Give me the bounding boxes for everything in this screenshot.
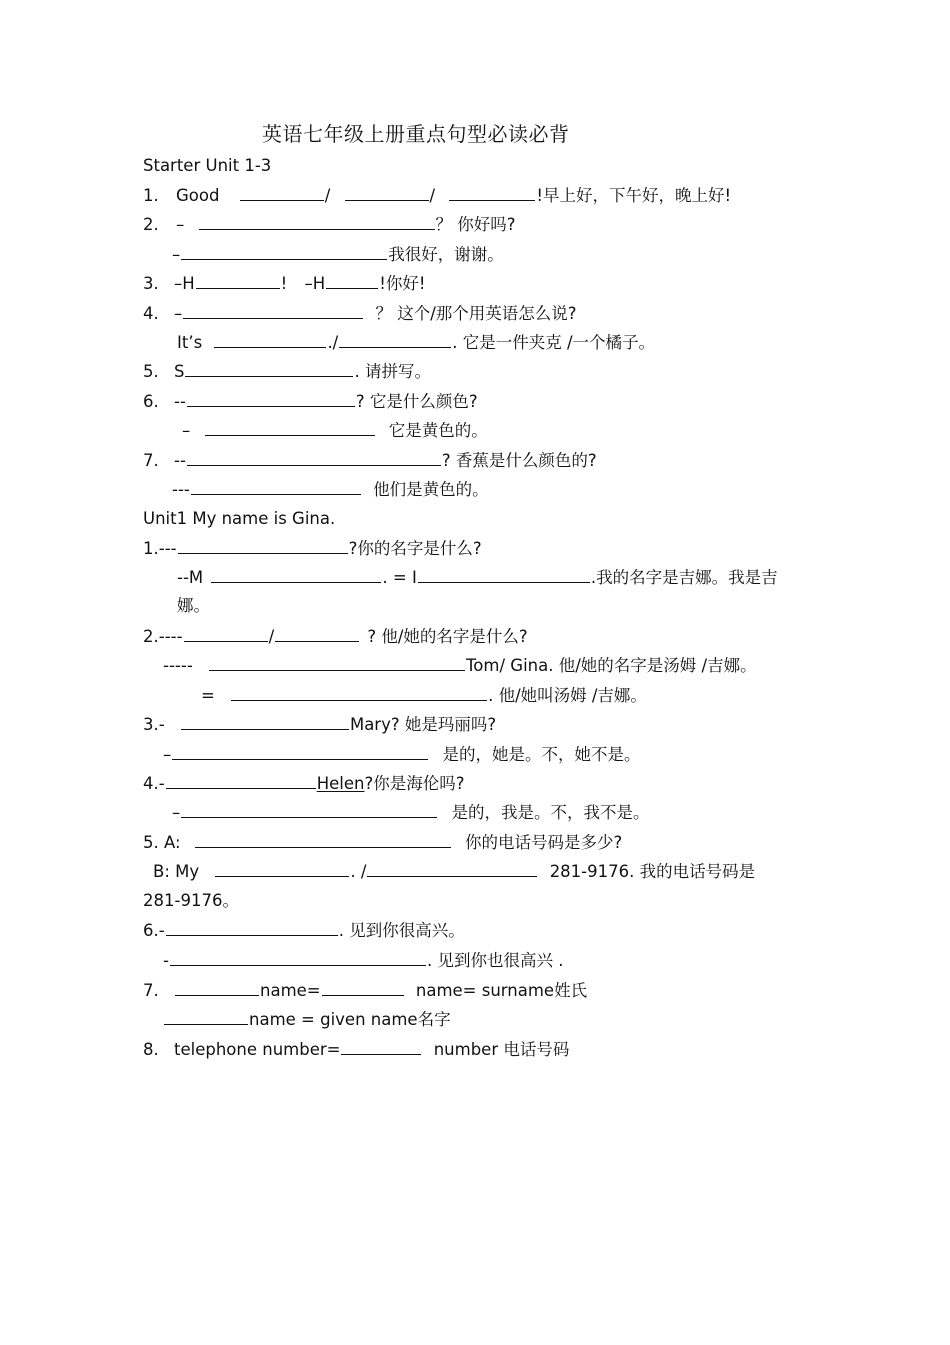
sentence-u7: 7. name= name= surname姓氏: [143, 981, 588, 1000]
blank[interactable]: [339, 331, 451, 348]
sentence-s6-reply: – 它是黄色的。: [182, 421, 488, 440]
sentence-u1-reply: --M . = I .我的名字是吉娜。我是吉: [177, 568, 778, 587]
sentence-u2-reply2: = . 他/她叫汤姆 /吉娜。: [201, 686, 647, 705]
blank[interactable]: [187, 390, 355, 407]
blank[interactable]: [418, 566, 590, 583]
item-number: 7.: [143, 451, 159, 470]
blank[interactable]: [367, 860, 537, 877]
blank[interactable]: [326, 272, 378, 289]
sentence-s4: 4. – ？ 这个/那个用英语怎么说?: [143, 304, 577, 323]
blank[interactable]: [196, 272, 280, 289]
sentence-u4-reply: – 是的，我是。不，我不是。: [172, 803, 650, 822]
sentence-s2: 2. – ？ 你好吗?: [143, 215, 516, 234]
sentence-u3: 3.- Mary? 她是玛丽吗?: [143, 715, 497, 734]
blank[interactable]: [341, 1038, 421, 1055]
item-number: 4.: [143, 304, 159, 323]
item-number: 2.: [143, 215, 159, 234]
sentence-u8: 8. telephone number= number 电话号码: [143, 1040, 570, 1059]
blank[interactable]: [240, 184, 324, 201]
blank[interactable]: [166, 919, 338, 936]
blank[interactable]: [181, 801, 437, 818]
blank[interactable]: [214, 331, 326, 348]
blank[interactable]: [215, 860, 349, 877]
blank[interactable]: [184, 625, 268, 642]
blank[interactable]: [175, 979, 259, 996]
sentence-u6: 6.- . 见到你很高兴。: [143, 921, 465, 940]
sentence-s7: 7. -- ? 香蕉是什么颜色的?: [143, 451, 597, 470]
item-number: 1.: [143, 186, 159, 205]
blank[interactable]: [191, 478, 361, 495]
section-heading-starter: Starter Unit 1-3: [143, 156, 272, 175]
blank[interactable]: [181, 243, 387, 260]
blank[interactable]: [195, 831, 451, 848]
blank[interactable]: [211, 566, 381, 583]
sentence-u4: 4.- Helen?你是海伦吗?: [143, 774, 465, 793]
sentence-u5: 5. A: 你的电话号码是多少?: [143, 833, 623, 852]
sentence-u5-reply-cont: 281-9176。: [143, 891, 239, 910]
sentence-u5-reply: B: My . / 281-9176. 我的电话号码是: [153, 862, 756, 881]
blank[interactable]: [322, 979, 404, 996]
sentence-u7-reply: name = given name名字: [163, 1008, 451, 1031]
sentence-s2-reply: – 我很好，谢谢。: [172, 245, 504, 264]
item-number: 3.: [143, 274, 159, 293]
blank[interactable]: [275, 625, 359, 642]
sentence-s5: 5. S . 请拼写。: [143, 362, 431, 381]
blank[interactable]: [205, 419, 375, 436]
blank[interactable]: [166, 772, 316, 789]
sentence-s3: 3. –H ! –H !你好!: [143, 274, 426, 293]
item-number: 6.: [143, 392, 159, 411]
blank[interactable]: [231, 684, 487, 701]
blank[interactable]: [183, 302, 363, 319]
sentence-u2: 2.---- / ? 他/她的名字是什么?: [143, 627, 528, 646]
blank[interactable]: [170, 949, 426, 966]
blank[interactable]: [164, 1008, 248, 1025]
blank[interactable]: [199, 213, 435, 230]
sentence-u3-reply: – 是的，她是。不，她不是。: [163, 745, 641, 764]
sentence-u2-reply: ----- Tom/ Gina. 他/她的名字是汤姆 /吉娜。: [163, 656, 757, 675]
blank[interactable]: [181, 713, 349, 730]
sentence-s6: 6. -- ? 它是什么颜色?: [143, 392, 478, 411]
sentence-u1-reply-cont: 娜。: [177, 596, 210, 615]
blank[interactable]: [345, 184, 429, 201]
sentence-s1: 1. Good / / !早上好，下午好，晚上好!: [143, 186, 732, 205]
blank[interactable]: [172, 743, 428, 760]
sentence-s7-reply: --- 他们是黄色的。: [172, 480, 489, 499]
blank[interactable]: [178, 537, 348, 554]
sentence-u6-reply: - . 见到你也很高兴 .: [163, 951, 564, 970]
sentence-s4-reply: It’s ./ . 它是一件夹克 /一个橘子。: [177, 333, 656, 352]
section-heading-unit1: Unit1 My name is Gina.: [143, 509, 336, 528]
blank[interactable]: [449, 184, 535, 201]
item-number: 5.: [143, 362, 159, 381]
page-title: 英语七年级上册重点句型必读必背: [262, 122, 570, 146]
blank[interactable]: [209, 654, 465, 671]
blank[interactable]: [185, 360, 353, 377]
sentence-u1: 1.--- ?你的名字是什么?: [143, 539, 482, 558]
blank[interactable]: [187, 449, 441, 466]
